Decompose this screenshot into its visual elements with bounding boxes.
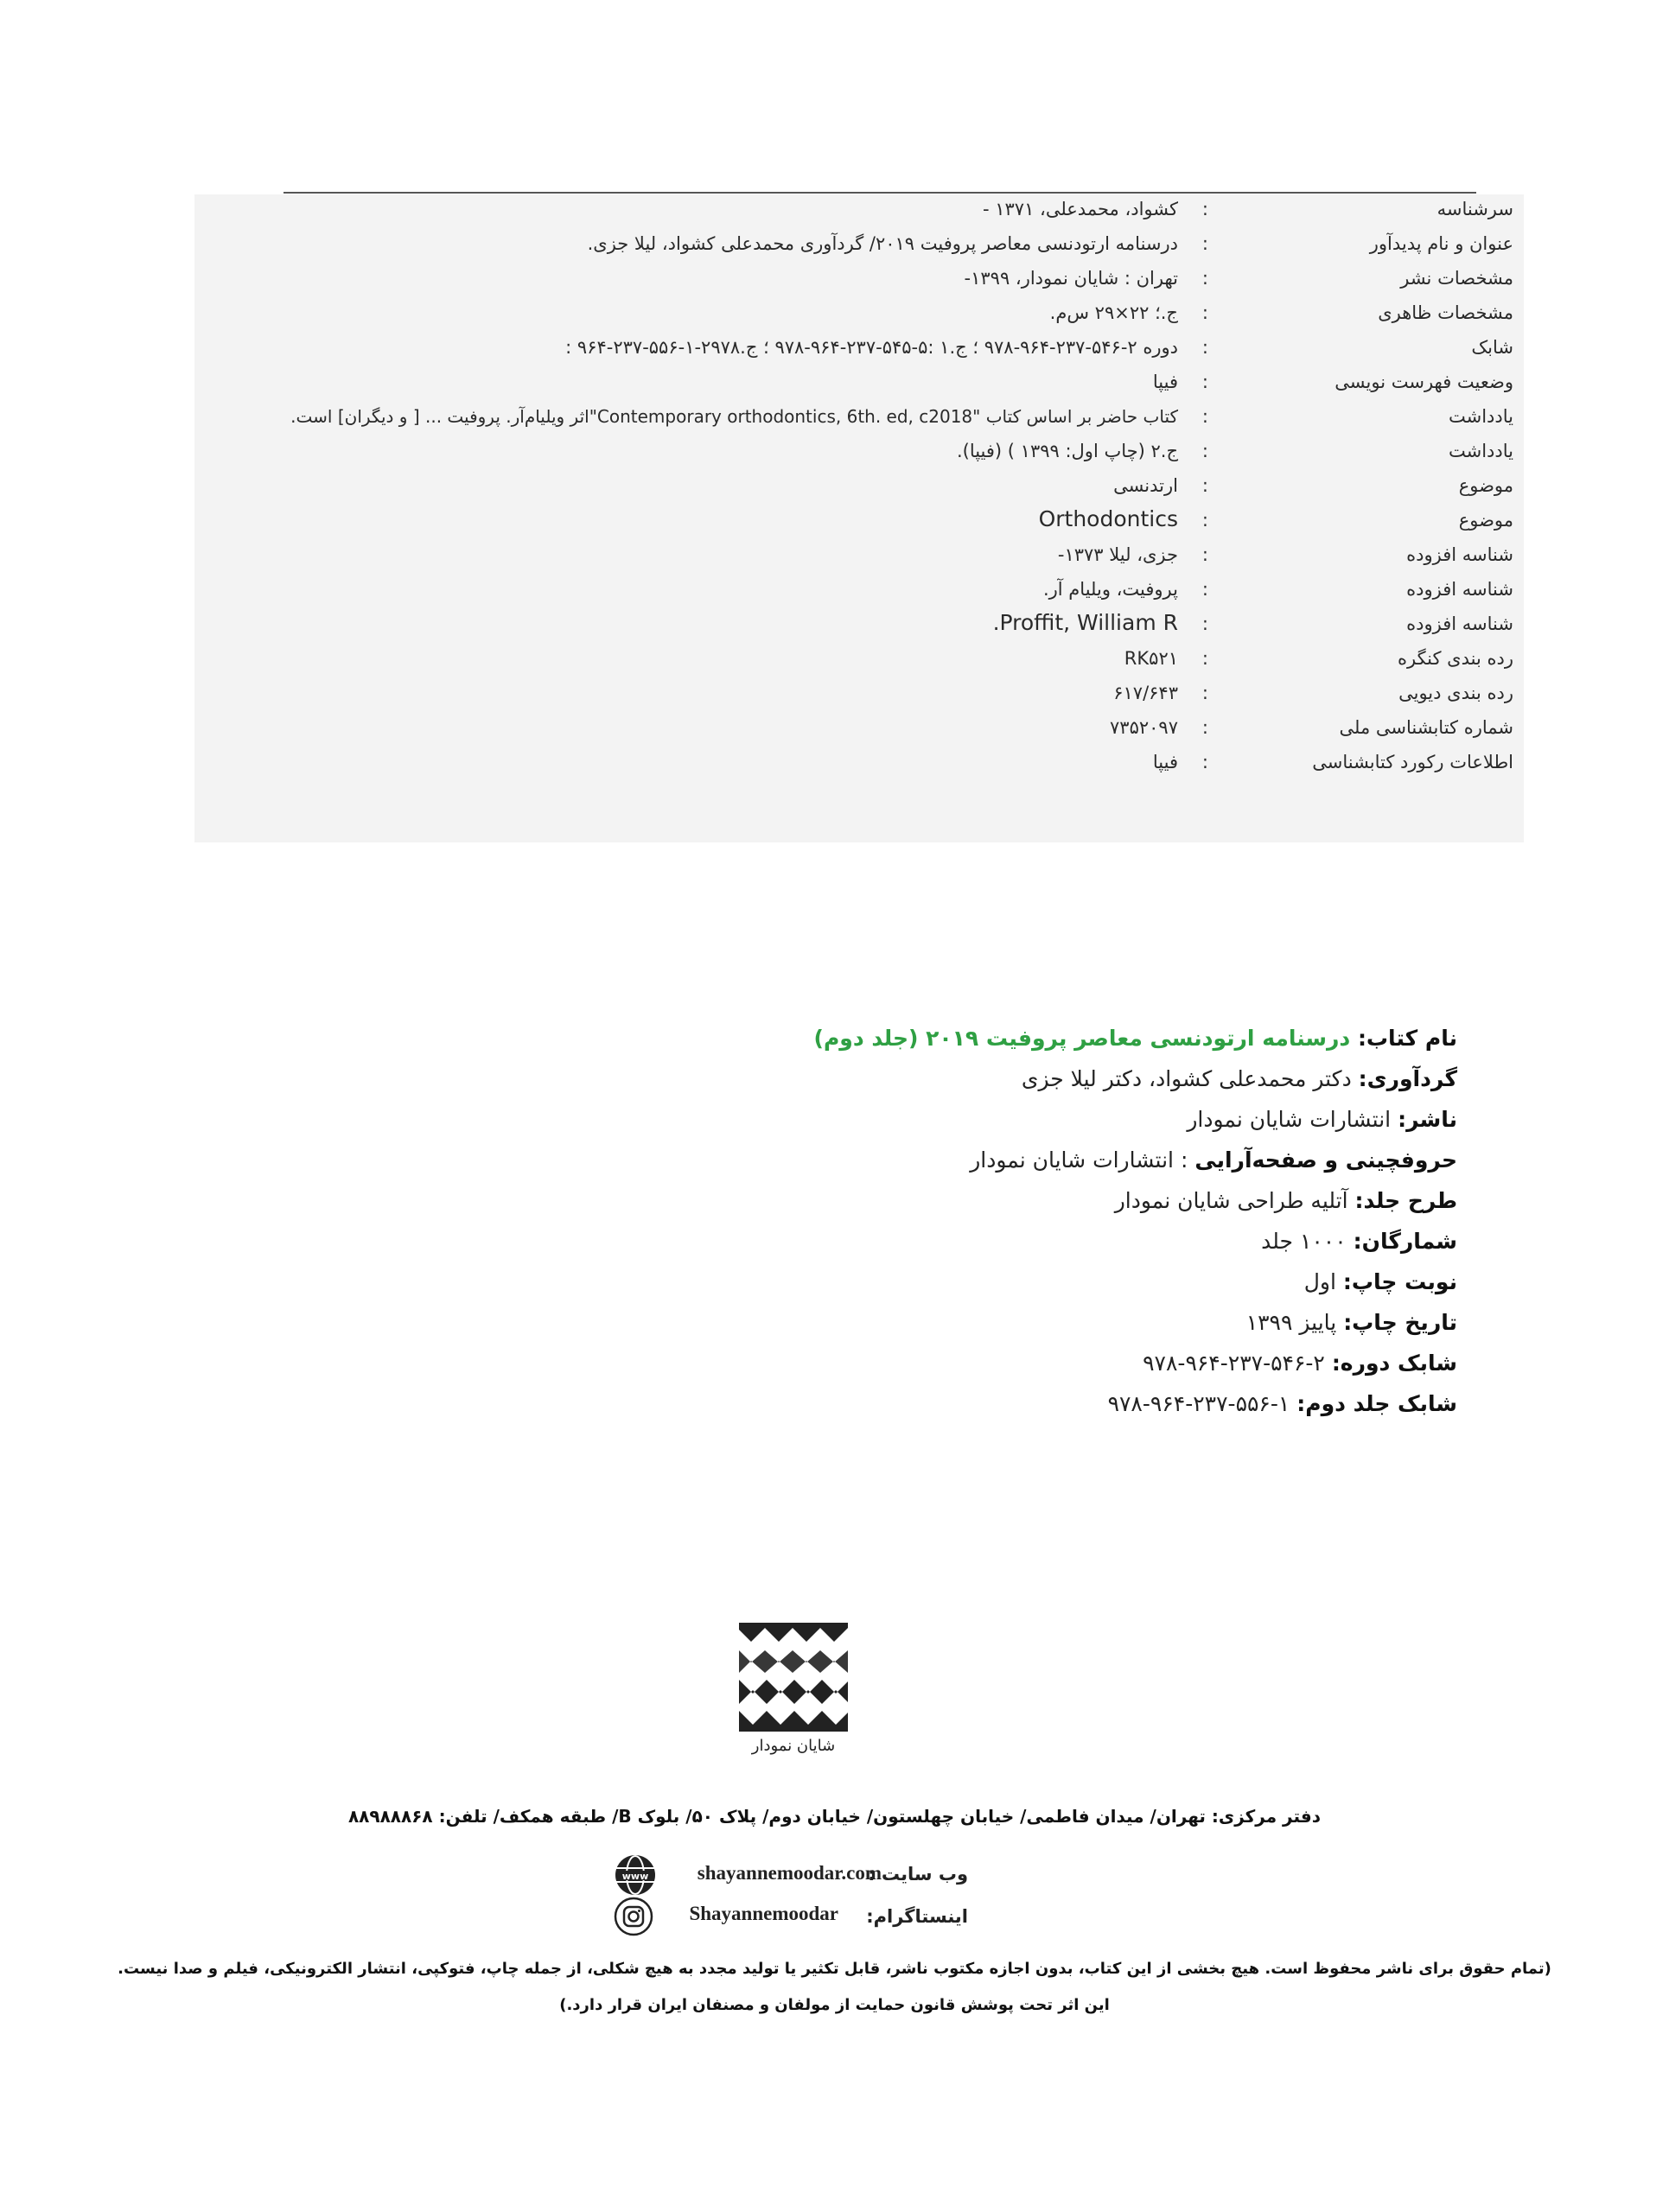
credit-label: شابک دوره:: [1331, 1351, 1457, 1376]
instagram-row: [605, 1894, 968, 1939]
credit-line: [679, 1018, 1457, 1058]
credit-line: [679, 1383, 1457, 1424]
catalog-row: [194, 233, 1524, 266]
catalog-value: فیپا: [1152, 372, 1178, 392]
top-rule: [283, 192, 1476, 194]
catalog-colon: :: [1201, 406, 1208, 427]
catalog-row: [194, 717, 1524, 750]
credit-value: : انتشارات شایان نمودار: [970, 1147, 1195, 1173]
credit-value: ۱۰۰۰ جلد: [1261, 1229, 1354, 1254]
credit-label: طرح جلد:: [1354, 1188, 1457, 1213]
catalog-value: کتاب حاضر بر اساس کتاب "Contemporary orthodontics, 6th. ed, c2018"اثر ویلیام‌آر. پروفیت ... [ و دیگران] است.: [290, 406, 1178, 427]
credit-label: حروفچینی و صفحه‌آرایی: [1194, 1147, 1457, 1173]
credit-line: [679, 1058, 1457, 1099]
catalog-row: [194, 610, 1524, 646]
credit-line: [679, 1262, 1457, 1302]
book-title: درسنامه ارتودنسی معاصر پروفیت ۲۰۱۹ (جلد دوم): [813, 1026, 1358, 1051]
credit-value: ۱-۵۵۶-۲۳۷-۹۶۴-۹۷۸: [1107, 1391, 1297, 1416]
catalog-label: موضوع: [1458, 475, 1513, 496]
catalog-value: دوره ۲-۵۴۶-۲۳۷-۹۶۴-۹۷۸ ؛ ج.۱ :۵-۵۴۵-۲۳۷-۹۶۴-۹۷۸ ؛ ج.۲۹۷۸-۱-۵۵۶-۲۳۷-۹۶۴ :: [565, 337, 1178, 358]
catalog-row: [194, 506, 1524, 543]
address-line: دفتر مرکزی: تهران/ میدان فاطمی/ خیابان چهلستون/ خیابان دوم/ پلاک ۵۰/ بلوک B/ طبقه همکف/ تلفن: ۸۸۹۸۸۸۶۸: [347, 1806, 1322, 1827]
catalog-colon: :: [1201, 613, 1208, 634]
book-credits: [679, 1018, 1457, 1424]
catalog-row: [194, 337, 1524, 370]
catalog-value: تهران : شایان نمودار، ۱۳۹۹-: [964, 268, 1178, 289]
cataloging-in-publication-panel: [194, 194, 1524, 842]
catalog-colon: :: [1201, 717, 1208, 738]
catalog-row: [194, 475, 1524, 508]
catalog-row: [194, 579, 1524, 612]
instagram-link[interactable]: Shayannemoodar: [689, 1903, 838, 1924]
globe-www-icon: [614, 1853, 657, 1897]
catalog-colon: :: [1201, 752, 1208, 772]
website-label: وب سایت :: [868, 1864, 968, 1885]
instagram-icon: [614, 1897, 653, 1936]
catalog-value: RK۵۲۱: [1124, 648, 1178, 669]
catalog-value: ارتدنسی: [1113, 475, 1178, 496]
credit-line: [679, 1221, 1457, 1262]
catalog-label: شناسه افزوده: [1406, 579, 1513, 600]
catalog-label: یادداشت: [1449, 406, 1513, 427]
catalog-label: شابک: [1471, 337, 1513, 358]
credit-line: [679, 1343, 1457, 1383]
catalog-row: [194, 752, 1524, 785]
catalog-value: پروفیت، ویلیام آر.: [1042, 579, 1178, 600]
catalog-row: [194, 441, 1524, 474]
catalog-row: [194, 683, 1524, 715]
catalog-label: مشخصات نشر: [1400, 268, 1513, 289]
credit-line: [679, 1302, 1457, 1343]
catalog-colon: :: [1201, 199, 1208, 219]
credit-label: ناشر:: [1398, 1107, 1457, 1132]
credit-line: [679, 1099, 1457, 1140]
credit-value: دکتر محمدعلی کشواد، دکتر لیلا جزی: [1021, 1066, 1359, 1091]
catalog-value: ج.؛ ۲۲×۲۹ س‌م.: [1049, 302, 1178, 323]
website-link[interactable]: shayannemoodar.com: [697, 1862, 882, 1884]
credit-value: اول: [1303, 1269, 1343, 1294]
catalog-label: اطلاعات رکورد کتابشناسی: [1312, 752, 1513, 772]
catalog-row: [194, 199, 1524, 232]
catalog-label: مشخصات ظاهری: [1378, 302, 1513, 323]
catalog-value: ج.۲ (چاپ اول: ۱۳۹۹ ) (فیپا).: [956, 441, 1178, 461]
catalog-colon: :: [1201, 544, 1208, 565]
catalog-value: فیپا: [1152, 752, 1178, 772]
svg-text:www: www: [621, 1871, 649, 1882]
catalog-colon: :: [1201, 510, 1208, 531]
credit-value: انتشارات شایان نمودار: [1187, 1107, 1398, 1132]
copyright-notice-line1: (تمام حقوق برای ناشر محفوظ است. هیچ بخشی از این کتاب، بدون اجازه مکتوب ناشر، قابل تکثیر یا تولید مجدد به هیچ شکلی، از جمله چاپ، فتوکپی، انتشار الکترونیکی، فیلم و صدا نیست.: [118, 1960, 1551, 1978]
credit-label: شمارگان:: [1353, 1229, 1457, 1254]
catalog-value: ۶۱۷/۶۴۳: [1113, 683, 1178, 703]
credit-label: نوبت چاپ:: [1342, 1269, 1457, 1294]
publisher-name-caption: شایان نمودار: [751, 1737, 836, 1755]
catalog-colon: :: [1201, 302, 1208, 323]
copyright-notice-line2: این اثر تحت پوشش قانون حمایت از مولفان و مصنفان ایران قرار دارد.): [559, 1996, 1110, 2014]
catalog-label: رده بندی دیویی: [1398, 683, 1513, 703]
catalog-colon: :: [1201, 233, 1208, 254]
catalog-colon: :: [1201, 268, 1208, 289]
catalog-value: Orthodontics: [1038, 506, 1178, 531]
catalog-colon: :: [1201, 337, 1208, 358]
catalog-row: [194, 268, 1524, 301]
catalog-row: [194, 302, 1524, 335]
catalog-label: عنوان و نام پدیدآور: [1369, 233, 1513, 254]
credit-label: گردآوری:: [1358, 1066, 1457, 1091]
credit-value: پاییز ۱۳۹۹: [1245, 1310, 1344, 1335]
credit-label: شابک جلد دوم:: [1296, 1391, 1457, 1416]
catalog-colon: :: [1201, 441, 1208, 461]
instagram-label: اینستاگرام:: [866, 1906, 968, 1927]
website-row: [605, 1853, 968, 1898]
catalog-label: شناسه افزوده: [1406, 544, 1513, 565]
credit-value: ۲-۵۴۶-۲۳۷-۹۶۴-۹۷۸: [1143, 1351, 1332, 1376]
catalog-colon: :: [1201, 683, 1208, 703]
catalog-label: وضعیت فهرست نویسی: [1335, 372, 1513, 392]
catalog-row: [194, 544, 1524, 577]
catalog-value: Proffit, William R.: [992, 610, 1178, 635]
catalog-label: سرشناسه: [1436, 199, 1513, 219]
catalog-row: [194, 372, 1524, 404]
catalog-label: یادداشت: [1449, 441, 1513, 461]
credit-label: تاریخ چاپ:: [1343, 1310, 1457, 1335]
catalog-value: جزی، لیلا ۱۳۷۳-: [1057, 544, 1178, 565]
catalog-row: [194, 648, 1524, 681]
catalog-label: موضوع: [1458, 510, 1513, 531]
catalog-label: شناسه افزوده: [1406, 613, 1513, 634]
catalog-colon: :: [1201, 372, 1208, 392]
catalog-label: رده بندی کنگره: [1397, 648, 1513, 669]
credit-value: آتلیه طراحی شایان نمودار: [1114, 1188, 1355, 1213]
credit-line: [679, 1140, 1457, 1180]
credit-line: [679, 1180, 1457, 1221]
credit-label: نام کتاب:: [1357, 1026, 1457, 1051]
catalog-value: درسنامه ارتودنسی معاصر پروفیت ۲۰۱۹/ گردآوری محمدعلی کشواد، لیلا جزی.: [587, 233, 1178, 254]
publisher-logo: [739, 1623, 848, 1732]
catalog-colon: :: [1201, 648, 1208, 669]
catalog-label: شماره کتابشناسی ملی: [1339, 717, 1513, 738]
catalog-colon: :: [1201, 579, 1208, 600]
catalog-colon: :: [1201, 475, 1208, 496]
catalog-row: [194, 406, 1524, 439]
catalog-value: کشواد، محمدعلی، ۱۳۷۱ -: [982, 199, 1178, 219]
catalog-value: ۷۳۵۲۰۹۷: [1110, 717, 1178, 738]
